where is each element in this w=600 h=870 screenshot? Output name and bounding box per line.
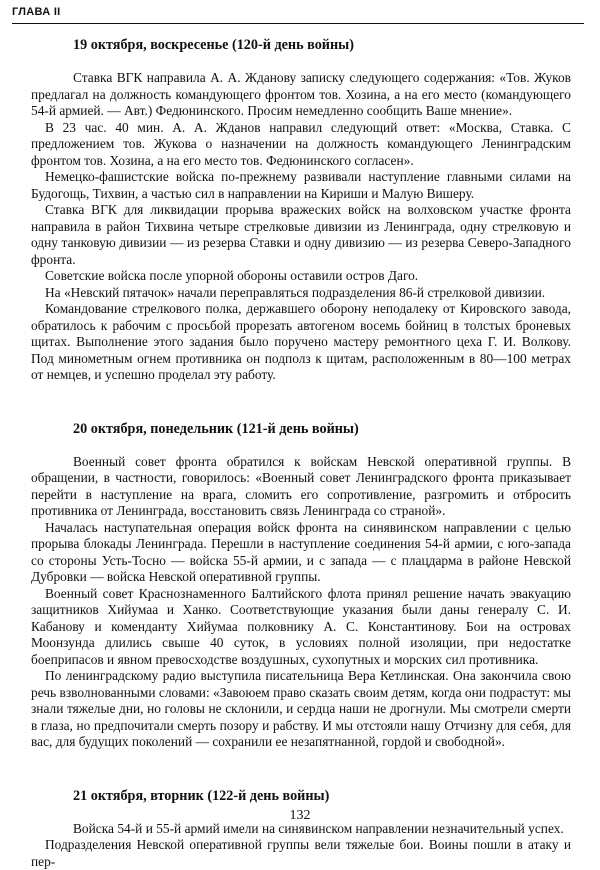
paragraph: На «Невский пятачок» начали переправляться подразделения 86-й стрелковой дивизии. — [31, 285, 571, 302]
paragraph: Ставка ВГК направила А. А. Жданову записку следующего содержания: «Тов. Жуков предлагал на должность командующего фронтом тов. Хозина, а на его место (командующего 54-й армией. — Авт.) Федюнинского. Просим немедленно сообщить Ваше мнение». — [31, 70, 571, 120]
page-content — [31, 36, 571, 870]
page-number: 132 — [0, 808, 600, 824]
paragraph: Подразделения Невской оперативной группы вели тяжелые бои. Воины пошли в атаку и пер- — [31, 837, 571, 870]
paragraph: Военный совет фронта обратился к войскам Невской оперативной группы. В обращении, в частности, говорилось: «Военный совет Ленинградского фронта приказывает перейти в наступление на врага, сломить его сопротивление, разгромить и отбросить противника от Ленинграда, восстановить связь Ленинграда со страной». — [31, 454, 571, 520]
section-oct-19 — [31, 36, 571, 384]
paragraph: Командование стрелкового полка, державшего оборону неподалеку от Кировского завода, обратилось к рабочим с просьбой прорезать автогеном восемь бойниц в толстых броневых щитах. Выполнение этого задания было поручено мастеру ремонтного цеха Г. И. Волкову. Под минометным огнем противника он подполз к щитам, расположенным в 80—100 метрах от немцев, и успешно проделал эту работу. — [31, 301, 571, 384]
section-oct-21 — [31, 787, 571, 870]
paragraph: Войска 54-й и 55-й армий имели на синявинском направлении незначительный успех. — [31, 821, 571, 838]
section-heading: 19 октября, воскресенье (120-й день войны) — [31, 36, 571, 54]
paragraph: Началась наступательная операция войск фронта на синявинском направлении с целью прорыва блокады Ленинграда. Перешли в наступление соединения 54-й армии, с юго-запада со стороны Усть-Тосно — войска 55-й армии, и с запада — с плацдарма в районе Невской Дубровки — войска Невской оперативной группы. — [31, 520, 571, 586]
paragraph: По ленинградскому радио выступила писательница Вера Кетлинская. Она закончила свою речь взволнованными словами: «Завоюем право сказать своим детям, когда они подрастут: мы знали тяжелые дни, но головы не склонили, и сердца наши не дрогнули. Мы смотрели смерти в глаза, но предпочитали смерть позору и рабству. И мы отстояли нашу Отчизну для себя, для вас, для будущих поколений — сохранили ее незапятнанной, гордой и свободной». — [31, 668, 571, 751]
section-heading: 20 октября, понедельник (121-й день войны) — [31, 420, 571, 438]
paragraph: В 23 час. 40 мин. А. А. Жданов направил следующий ответ: «Москва, Ставка. С предложением тов. Жукова о назначении на должность командующего Ленинградским фронтом тов. Хозина, а на его место тов. Федюнинского согласен». — [31, 120, 571, 170]
header-rule — [12, 23, 584, 24]
paragraph: Советские войска после упорной обороны оставили остров Даго. — [31, 268, 571, 285]
paragraph: Военный совет Краснознаменного Балтийского флота принял решение начать эвакуацию защитников Хийумаа и Ханко. Соответствующие указания были даны генералу С. И. Кабанову и коменданту Хийумаа полковнику А. С. Константинову. Бои на островах Моонзунда длились свыше 40 суток, в условиях полной изоляции, при недостатке боеприпасов и явном превосходстве воздушных, сухопутных и морских сил противника. — [31, 586, 571, 669]
paragraph: Ставка ВГК для ликвидации прорыва вражеских войск на волховском участке фронта направила в район Тихвина четыре стрелковые дивизии из Ленинграда, одну стрелковую и одну танковую дивизии — из резерва Ставки и одну дивизию — из резерва Северо-Западного фронта. — [31, 202, 571, 268]
running-head: ГЛАВА II — [12, 6, 61, 18]
section-oct-20 — [31, 420, 571, 751]
paragraph: Немецко-фашистские войска по-прежнему развивали наступление главными силами на Будогощь, Тихвин, а частью сил в направлении на Кириши и Малую Вишеру. — [31, 169, 571, 202]
section-heading: 21 октября, вторник (122-й день войны) — [31, 787, 571, 805]
